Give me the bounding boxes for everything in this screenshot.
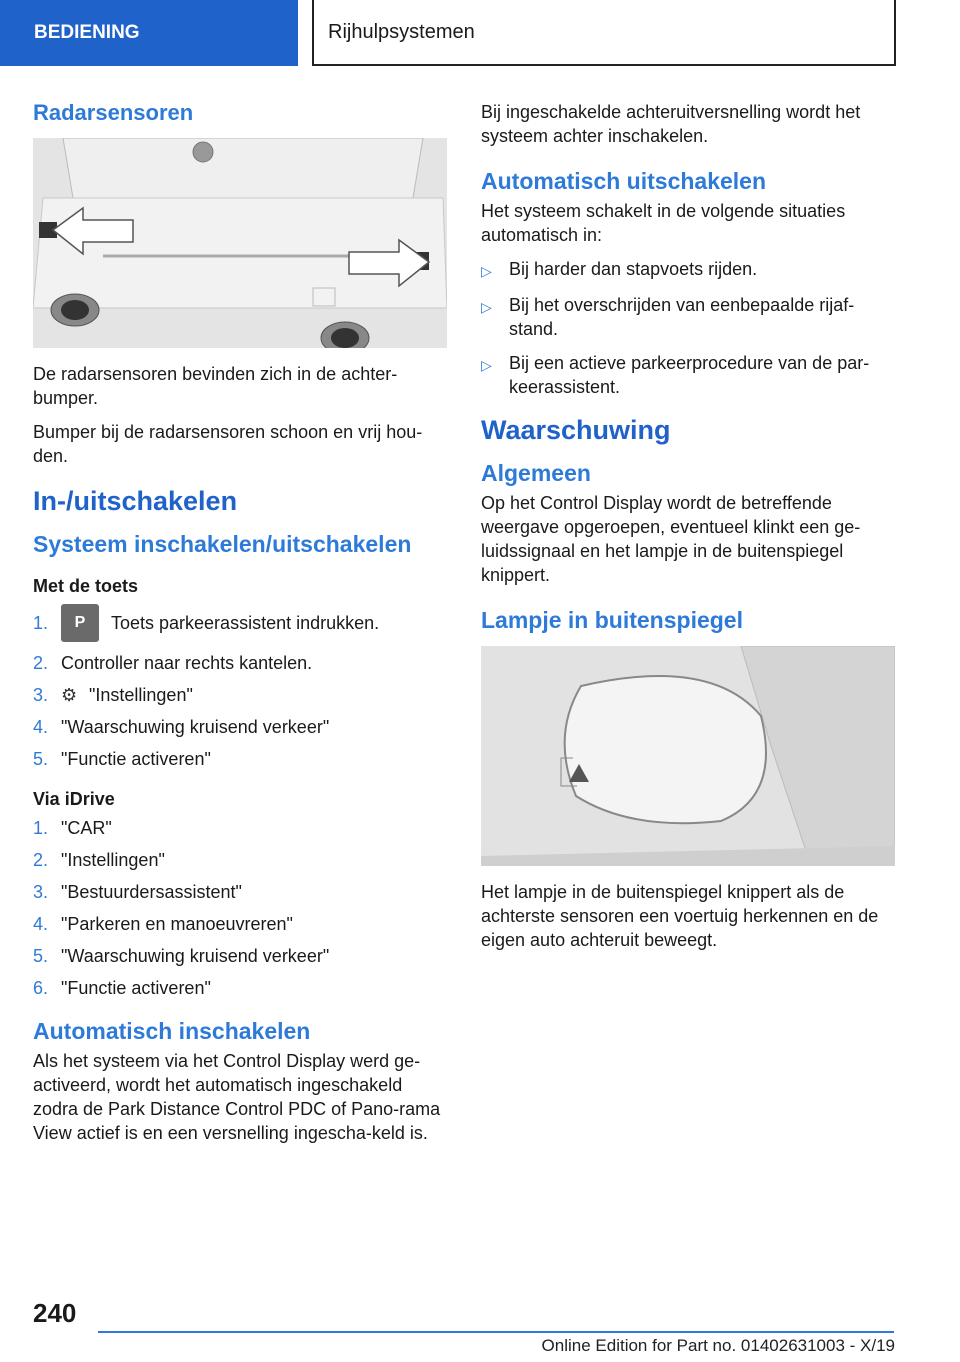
footer-divider [98,1331,894,1333]
step-text: "Instellingen" [61,850,165,870]
right-column [481,100,895,962]
mirror-title: Lampje in buitenspiegel [481,607,743,633]
auto-off-list [481,257,895,399]
auto-on-paragraph: Als het systeem via het Control Display werd ge-activeerd, wordt het automatisch ingeschakeld zodra de Park Distance Control PDC of Pano-rama View actief is en een versnelling ingescha-keld is. [33,1051,441,1143]
step-number: 3. [33,685,49,705]
step-number: 4. [33,914,49,934]
general-paragraph: Op het Control Display wordt de betreffende weergave opgeroepen, eventueel klinkt een ge-luidssignaal en het lampje in de buitenspiegel knippert. [481,493,861,585]
side-mirror-illustration [481,646,895,866]
park-assist-button-icon: P [61,604,99,642]
idrive-heading: Via iDrive [33,789,115,809]
page-number: 240 [33,1298,77,1328]
list-item [33,603,449,643]
warning-title: Waarschuwing [481,415,671,445]
list-item [33,976,449,1000]
bullet-triangle-icon: ▷ [481,357,492,373]
list-item [33,651,449,675]
step-text: "Functie activeren" [61,749,211,769]
step-text: "Parkeren en manoeuvreren" [61,914,293,934]
bullet-text: Bij harder dan stapvoets rijden. [509,259,758,279]
step-text: "Bestuurdersassistent" [61,882,242,902]
step-number: 1. [33,613,49,633]
reverse-paragraph: Bij ingeschakelde achteruitversnelling wordt het systeem achter inschakelen. [481,102,861,146]
button-steps [33,603,449,771]
footer-edition: Online Edition for Part no. 01402631003 - X/19 [541,1336,895,1355]
step-number: 2. [33,850,49,870]
step-number: 1. [33,818,49,838]
step-text: "Functie activeren" [61,978,211,998]
list-item [481,257,895,283]
auto-off-title: Automatisch uitschakelen [481,168,767,194]
mirror-paragraph: Het lampje in de buitenspiegel knippert als de achterste sensoren een voertuig herkennen en de eigen auto achteruit beweegt. [481,882,879,950]
step-number: 3. [33,882,49,902]
radar-paragraph-2: Bumper bij de radarsensoren schoon en vrij hou-den. [33,422,423,466]
side-mirror-figure [481,646,895,866]
step-number: 4. [33,717,49,737]
gear-icon: ⚙ [61,685,78,705]
onoff-title: In-/uitschakelen [33,486,238,516]
rear-bumper-illustration [33,138,447,348]
step-number: 5. [33,749,49,769]
general-title: Algemeen [481,460,591,486]
rear-bumper-figure [33,138,447,348]
header-section: BEDIENING [0,0,298,66]
step-text: "Waarschuwing kruisend verkeer" [61,946,330,966]
step-text: "Waarschuwing kruisend verkeer" [61,717,330,737]
radar-paragraph-1: De radarsensoren bevinden zich in de achter-bumper. [33,364,398,408]
system-title: Systeem inschakelen/uitschakelen [33,531,412,557]
step-number: 6. [33,978,49,998]
list-item [33,848,449,872]
step-text: "CAR" [61,818,112,838]
bullet-text: Bij het overschrijden van eenbepaalde rijaf-stand. [509,295,855,339]
list-item [33,715,449,739]
left-column [33,100,449,1155]
list-item [33,912,449,936]
button-heading: Met de toets [33,576,139,596]
bullet-triangle-icon: ▷ [481,263,492,279]
bullet-text: Bij een actieve parkeerprocedure van de par-keerassistent. [509,353,870,397]
step-number: 2. [33,653,49,673]
list-item [481,293,895,341]
auto-off-paragraph: Het systeem schakelt in de volgende situaties automatisch in: [481,201,846,245]
header-chapter: Rijhulpsystemen [312,0,896,66]
step-number: 5. [33,946,49,966]
list-item [33,816,449,840]
bullet-triangle-icon: ▷ [481,299,492,315]
step-text: "Instellingen" [89,685,193,705]
list-item [33,944,449,968]
radar-title: Radarsensoren [33,100,194,125]
list-item [481,351,895,399]
list-item [33,747,449,771]
auto-on-title: Automatisch inschakelen [33,1018,311,1044]
idrive-steps [33,816,449,1000]
list-item [33,683,449,707]
step-text: Toets parkeerassistent indrukken. [111,613,380,633]
step-text: Controller naar rechts kantelen. [61,653,313,673]
list-item [33,880,449,904]
